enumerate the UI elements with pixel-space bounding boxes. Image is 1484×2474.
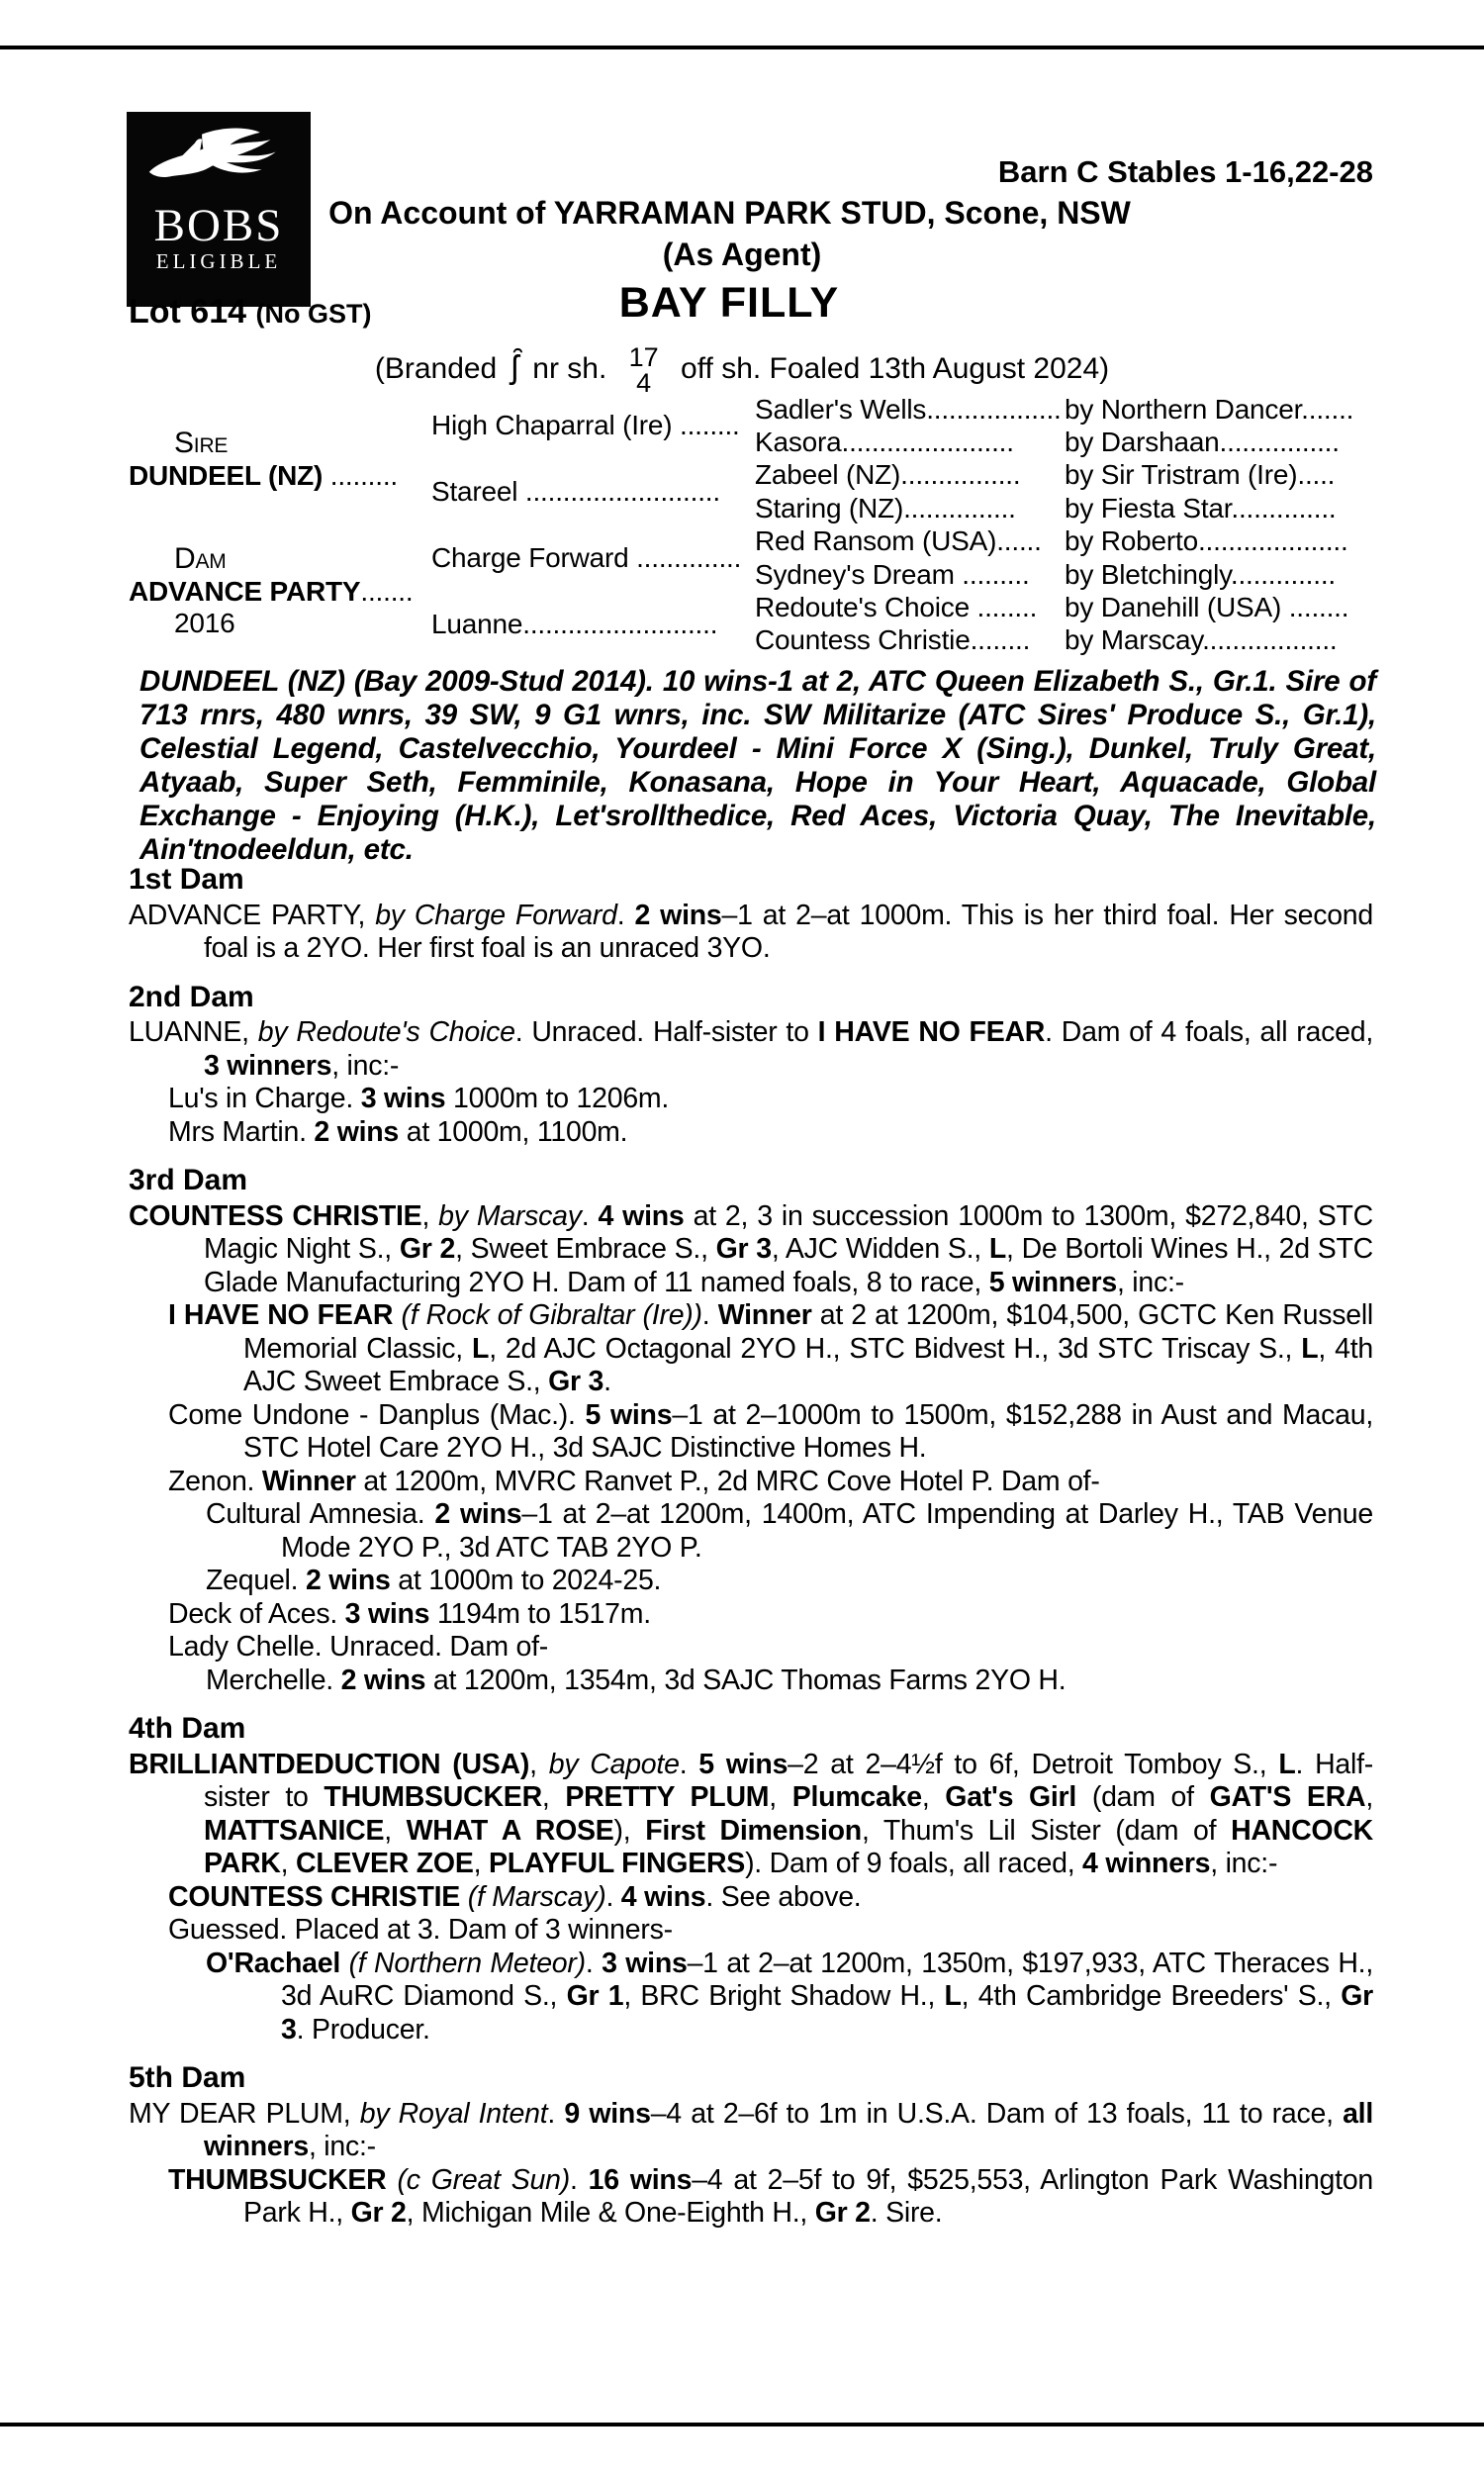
pedigree-gen3-cell: Kasora.......................	[755, 427, 1014, 458]
pedigree-gen4-cell: by Darshaan................	[1065, 427, 1340, 458]
pedigree-sire-cell	[129, 393, 431, 525]
horse-description-title: BAY FILLY	[618, 279, 840, 327]
sire-summary: DUNDEEL (NZ) (Bay 2009-Stud 2014). 10 wins-1 at 2, ATC Queen Elizabeth S., Gr.1. Sire of 713 rnrs, 480 wnrs, 39 SW, 9 G1 wnrs, inc. SW Militarize (ATC Sires' Produce S., Gr.1), Celestial Legend, Castelvecchio, Yourdeel - Mini Force X (Sing.), Dunkel, Truly Great, Atyaab, Super Seth, Femminile, Konasana, Hope in Your Heart, Aquacade, Global Exchange - Enjoying (H.K.), Let'srollthedice, Red Aces, Victoria Quay, The Inevitable, Ain'tnodeeldun, etc.	[139, 665, 1376, 866]
pedigree-gen3-cell: Staring (NZ)...............	[755, 492, 1016, 523]
brand-fraction-bottom: 4	[636, 368, 652, 398]
vendor-account: On Account of YARRAMAN PARK STUD, Scone, NSW	[328, 195, 1131, 231]
pedigree-entry: BRILLIANTDEDUCTION (USA), by Capote. 5 wins–2 at 2–4½f to 6f, Detroit Tomboy S., L. Half-sister to THUMBSUCKER, PRETTY PLUM, Plumcake, Gat's Girl (dam of GAT'S ERA, MATTSANICE, WHAT A ROSE), First Dimension, Thum's Lil Sister (dam of HANCOCK PARK, CLEVER ZOE, PLAYFUL FINGERS). Dam of 9 foals, all raced, 4 winners, inc:-	[129, 1748, 1374, 1879]
pedigree-dam-cell	[129, 525, 431, 658]
pedigree-table	[129, 393, 1377, 657]
dam-name: ADVANCE PARTY.......	[129, 576, 414, 608]
dam-label: Dam	[174, 542, 227, 576]
pedigree-gen3-cell: Zabeel (NZ)................	[755, 459, 1021, 491]
branded-prefix: (Branded	[374, 351, 498, 385]
section-heading: 3rd Dam	[129, 1164, 248, 1196]
pedigree-cell-damsire: Charge Forward ..............	[431, 541, 742, 573]
barn-allocation: Barn C Stables 1-16,22-28	[997, 154, 1373, 189]
pedigree-gen4-cell: by Marscay..................	[1065, 624, 1338, 656]
pedigree-entry: Cultural Amnesia. 2 wins–1 at 2–at 1200m, 1400m, ATC Impending at Darley H., TAB Venue Mode 2YO P., 3d ATC TAB 2YO P.	[206, 1498, 1373, 1564]
section-2nd-dam	[129, 981, 1373, 1150]
pedigree-gen4-cell: by Sir Tristram (Ire).....	[1065, 459, 1336, 491]
lot-number: Lot 614	[129, 293, 247, 331]
as-agent-note: (As Agent)	[662, 237, 822, 272]
brand-fraction	[629, 344, 659, 396]
dam-year: 2016	[174, 608, 235, 639]
section-heading: 2nd Dam	[129, 980, 254, 1013]
sire-label: Sire	[174, 426, 229, 459]
section-heading: 4th Dam	[129, 1712, 246, 1745]
top-rule	[0, 46, 1484, 49]
pedigree-gen4-cell: by Bletchingly..............	[1065, 558, 1336, 590]
logo-text-eligible: ELIGIBLE	[155, 249, 282, 273]
pedigree-entry: Guessed. Placed at 3. Dam of 3 winners-	[168, 1914, 673, 1946]
gst-note: (No GST)	[255, 299, 372, 329]
branded-suffix: off sh. Foaled 13th August 2024)	[681, 351, 1110, 385]
pedigree-entry: Deck of Aces. 3 wins 1194m to 1517m.	[168, 1597, 651, 1630]
pedigree-entry: Zenon. Winner at 1200m, MVRC Ranvet P., 2d MRC Cove Hotel P. Dam of-	[168, 1465, 1100, 1497]
pedigree-cell-damdam: Luanne..........................	[431, 608, 718, 639]
bobs-horse-icon	[143, 124, 294, 203]
section-4th-dam	[129, 1712, 1373, 2046]
pedigree-gen3-cell: Sydney's Dream .........	[755, 558, 1030, 590]
section-5th-dam	[129, 2061, 1373, 2231]
pedigree-entry: Lady Chelle. Unraced. Dam of-	[168, 1631, 549, 1663]
logo-text-bobs: BOBS	[153, 200, 284, 251]
pedigree-gen4-cell: by Danehill (USA) ........	[1065, 592, 1349, 623]
bottom-rule	[0, 2423, 1484, 2426]
pedigree-entry: MY DEAR PLUM, by Royal Intent. 9 wins–4 at 2–6f to 1m in U.S.A. Dam of 13 foals, 11 to race, all winners, inc:-	[129, 2097, 1373, 2162]
pedigree-entry: COUNTESS CHRISTIE, by Marscay. 4 wins at 2, 3 in succession 1000m to 1300m, $272,840, STC Magic Night S., Gr 2, Sweet Embrace S., Gr 3, AJC Widden S., L, De Bortoli Wines H., 2d STC Glade Manufacturing 2YO H. Dam of 11 named foals, 8 to race, 5 winners, inc:-	[129, 1199, 1374, 1298]
pedigree-gen4-cell: by Fiesta Star..............	[1065, 492, 1337, 523]
pedigree-entry: COUNTESS CHRISTIE (f Marscay). 4 wins. See above.	[168, 1880, 862, 1913]
section-heading: 1st Dam	[129, 863, 244, 896]
pedigree-entry: THUMBSUCKER (c Great Sun). 16 wins–4 at 2–5f to 9f, $525,553, Arlington Park Washington Park H., Gr 2, Michigan Mile & One-Eighth H., Gr 2. Sire.	[168, 2163, 1374, 2229]
section-heading: 5th Dam	[129, 2061, 246, 2094]
section-3rd-dam	[129, 1164, 1373, 1697]
pedigree-entry: Lu's in Charge. 3 wins 1000m to 1206m.	[168, 1083, 670, 1114]
branded-mid: nr sh.	[532, 351, 607, 385]
pedigree-gen3-cell: Countess Christie........	[755, 624, 1031, 656]
pedigree-cell-granddam: Stareel ..........................	[431, 476, 720, 508]
pedigree-entry: Merchelle. 2 wins at 1200m, 1354m, 3d SAJC Thomas Farms 2YO H.	[206, 1664, 1067, 1696]
pedigree-gen4-cell: by Northern Dancer.......	[1065, 393, 1354, 425]
pedigree-gen3-cell: Redoute's Choice ........	[755, 592, 1038, 623]
pedigree-gen3-cell: Sadler's Wells..................	[755, 393, 1062, 425]
pedigree-entry: O'Rachael (f Northern Meteor). 3 wins–1 at 2–at 1200m, 1350m, $197,933, ATC Theraces H., 3d AuRC Diamond S., Gr 1, BRC Bright Shadow H., L, 4th Cambridge Breeders' S., Gr 3. Producer.	[206, 1947, 1373, 2046]
pedigree-entry: I HAVE NO FEAR (f Rock of Gibraltar (Ire)). Winner at 2 at 1200m, $104,500, GCTC Ken Russell Memorial Classic, L, 2d AJC Octagonal 2YO H., STC Bidvest H., 3d STC Triscay S., L, 4th AJC Sweet Embrace S., Gr 3.	[168, 1299, 1374, 1397]
pedigree-entry: ADVANCE PARTY, by Charge Forward. 2 wins–1 at 2–at 1000m. This is her third foal. Her second foal is a 2YO. Her first foal is an unraced 3YO.	[129, 899, 1373, 964]
pedigree-gen3-cell: Red Ransom (USA)......	[755, 525, 1042, 557]
bobs-logo	[127, 112, 311, 307]
brand-symbol: ʃ̑	[510, 347, 518, 385]
pedigree-cell-grandsire: High Chaparral (Ire) ........	[431, 410, 740, 441]
pedigree-gen4-cell: by Roberto....................	[1065, 525, 1348, 557]
branded-line	[0, 344, 1484, 396]
dam-sections	[129, 863, 1373, 2231]
pedigree-entry: Come Undone - Danplus (Mac.). 5 wins–1 at 2–1000m to 1500m, $152,288 in Aust and Macau, STC Hotel Care 2YO H., 3d SAJC Distinctive Homes H.	[168, 1398, 1373, 1464]
pedigree-entry: Zequel. 2 wins at 1000m to 2024-25.	[206, 1565, 662, 1596]
brand-fraction-top: 17	[628, 342, 659, 372]
sire-name: DUNDEEL (NZ) .........	[129, 459, 398, 491]
pedigree-entry: LUANNE, by Redoute's Choice. Unraced. Half-sister to I HAVE NO FEAR. Dam of 4 foals, all raced, 3 winners, inc:-	[129, 1016, 1373, 1082]
section-1st-dam	[129, 863, 1373, 966]
pedigree-entry: Mrs Martin. 2 wins at 1000m, 1100m.	[168, 1115, 628, 1148]
